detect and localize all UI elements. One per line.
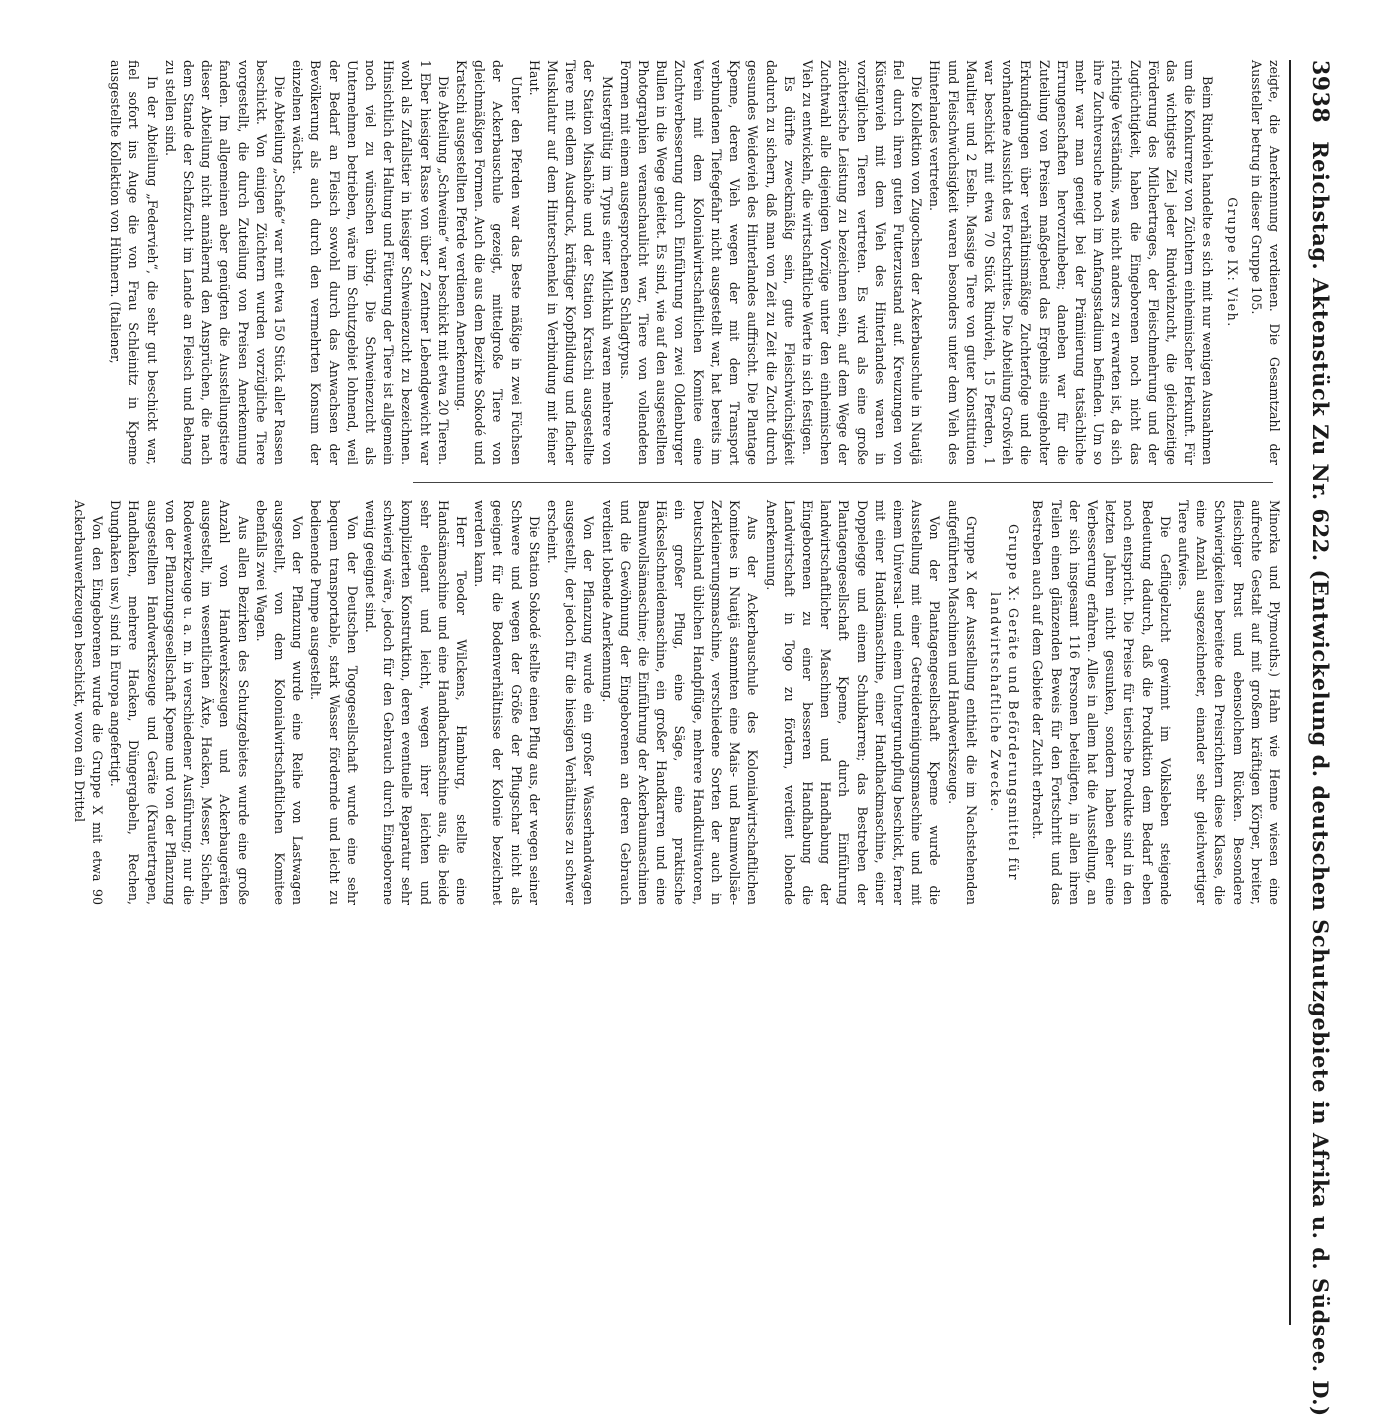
paragraph: Mustergültig im Typus einer Milchkuh waren mehrere von der Station Misahöhe und der Station Kratschi ausgestellte Tiere mit edlem Ausdruck, kräftiger Kopfbildung und flacher Muskulatur auf dem Hinterschenkel in Verbindung mit feiner Haut. <box>526 60 615 465</box>
page-header <box>1293 60 1333 1417</box>
header-rule <box>1289 60 1291 1325</box>
paragraph: Von den Eingeborenen wurde die Gruppe X mit etwa 90 Ackerbauwerkzeugen beschickt, wovon ein Drittel <box>71 500 105 905</box>
paragraph: Von der Deutschen Togogesellschaft wurde eine sehr bequem transportable, stark Wasser fördernde und leicht zu bedienende Pumpe ausgestellt. <box>308 500 360 905</box>
paragraph: Aus allen Bezirken des Schutzgebietes wurde eine große Anzahl von Handwerkszeugen und Ackerbaugeräten ausgestellt, im wesentlichen Äxte, Hacken, Messer, Sicheln, Rodewerkzeuge u. a. m. in verschiedener Ausführung; nur die von der Pflanzungsgesellschaft Kpeme und von der Pflanzung ausgestellten Handwerkszeuge und Geräte (Krautertrapen, Handhaken, mehrere Hacken, Düngergabeln, Rechen, Dunghaken usw.) sind in Europa angefertigt. <box>108 500 251 905</box>
paragraph: Die Station Sokodé stellte einen Pflug aus, der wegen seiner Schwere und wegen der Größe der Pflugschar nicht als geeignet für die Bodenverhältnisse der Kolonie bezeichnet werden kann. <box>472 500 542 905</box>
section-heading-gruppe-ix: Gruppe IX: Vieh. <box>1224 197 1240 328</box>
right-column <box>71 500 1283 905</box>
paragraph: Die Abteilung „Schweine“ war beschickt mit etwa 20 Tieren. 1 Eber hiesiger Rasse von über 2 Zentner Lebendgewicht war wohl als Zufallstier in hiesiger Schweinezucht zu bezeichnen. Hinsichtlich der Haltung und Fütterung der Tiere ist allgemein noch viel zu wünschen übrig. Die Schweinezucht als Unternehmen betrieben, wäre im Schutzgebiet lohnend, weil der Bedarf an Fleisch sowohl durch das Anwachsen der Bevölkerung als auch durch den vermehrten Konsum der einzelnen wächst. <box>290 60 451 465</box>
section-heading-gruppe-x: Gruppe X: Geräte und Beförderungsmittel für landwirtschaftliche Zwecke. <box>987 524 1022 881</box>
paragraph: Die Kollektion von Zugochsen der Ackerbauschule in Nuatjä fiel durch ihren guten Futterzustand auf. Kreuzungen von Küstenvieh mit dem Vieh des Hinterlandes waren in vorzüglichen Tieren vertreten. Es wird als eine große züchterische Leistung zu bezeichnen sein, auf dem Wege der Zuchtwahl alle diejenigen Vorzüge unter den einheimischen Vieh zu entwickeln, die wirtschaftliche Werte in sich festigen. <box>799 60 925 465</box>
paragraph: zeigte, die Anerkennung verdienen. Die Gesamtzahl der Aussteller betrug in dieser Gruppe 105. <box>1248 60 1282 465</box>
paragraph: Von der Pflanzung wurde eine Reihe von Lastwagen ausgestellt, von dem Kolonialwirtschaftlichen Komitee ebenfalls zwei Wagen. <box>253 500 306 905</box>
paragraph: Unter den Pferden war das Beste mäßige in zwei Füchsen der Ackerbauschule gezeigt, mittelgroße Tiere von gleichmäßigen Formen. Auch die aus dem Bezirke Sokodé und Kratschi ausgestellten Pferde verdienen Anerkennung. <box>454 60 524 465</box>
left-column <box>108 60 1283 465</box>
paragraph: Aus der Ackerbauschule des Kolonialwirtschaftlichen Komitees in Nuatjä stammten eine Mais- und Baumwollsäe-Zerkleinerungsmaschine, verschiedene Sorten der auch in Deutschland üblichen Handpflüge, mehrere Handkultivatoren, ein großer Pflug, eine Säge, eine praktische Häckselschneidemaschine, ein großer Handkarren und eine Baumwollsämaschine; die Einführung der Ackerbaumaschinen und die Gewöhnung der Eingeborenen an deren Gebrauch verdient lobende Anerkennung. <box>599 500 761 905</box>
page-title: Reichstag. Aktenstück Zu Nr. 622. (Entwickelung d. deutschen Schutzgebiete in Afrika u. d. Südsee. D.) <box>1308 141 1333 1417</box>
paragraph: Die Abteilung „Schafe“ war mit etwa 150 Stück aller Rassen beschickt. Von einigen Züchtern wurden vorzügliche Tiere vorgestellt, die durch Zuteilung von Preisen Anerkennung fanden. Im allgemeinen aber genügten die Ausstellungstiere dieser Abteilung nicht annähernd den Ansprüchen, die nach dem Stande der Schafzucht im Lande an Fleisch und Behang zu stellen sind. <box>162 60 288 465</box>
paragraph: Von der Plantagengesellschaft Kpeme wurde die Ausstellung mit einer Getreidereinigungsmaschine und mit einem Universal- und einem Untergrundpflug beschickt, ferner mit einer Handsämaschine, einer Handhackmaschine, einer Doppelegge und einem Schubkarren; das Bestreben der Plantagengesellschaft Kpeme, durch Einführung landwirtschaftlicher Maschinen und Handhabung der Eingeborenen zu einer besseren Handhabung die Landwirtschaft in Togo zu fördern, verdient lobende Anerkennung. <box>763 500 943 905</box>
paragraph: Herr Teodor Wilckens, Hamburg, stellte eine Handsämaschine und eine Handhackmaschine aus, die beide sehr elegant und leicht, wegen ihrer leichten und komplizierten Konstruktion, deren eventuelle Reparatur sehr schwierig wäre, jedoch für den Gebrauch durch Eingeborene wenig geeignet sind. <box>363 500 470 905</box>
paragraph: Von der Pflanzung wurde ein großer Wasserhandwagen ausgestellt, der jedoch für die hiesigen Verhältnisse zu schwer erscheint. <box>545 500 597 905</box>
paragraph: Gruppe X der Ausstellung enthielt die im Nachstehenden aufgeführten Maschinen und Handwerkszeuge. <box>945 500 979 905</box>
paragraph: In der Abteilung „Federvieh“, die sehr gut beschickt war, fiel sofort ins Auge die von Frau Schleinitz in Kpeme ausgestellte Kollektion von Hühnern. (Italiener, <box>108 60 160 465</box>
paragraph: Es dürfte zweckmäßig sein, gute Fleischwüchsigkeit dadurch zu sichern, daß man von Zeit zu Zeit die Zucht durch gesundes Weidevieh des Hinterlandes auffrischt. Die Plantage Kpeme, deren Vieh wegen der mit dem Transport verbundenen Tiefegefahr nicht ausgestellt war, hat bereits im Verein mit dem Kolonialwirtschaftlichen Komitee eine Zuchtverbesserung durch Einführung von zwei Oldenburger Bullen in die Wege geleitet. Es sind, wie auf den ausgestellten Photographien veranschaulicht war, Tiere von vollendeten Formen mit einem ausgesprochenen Schlagtypus. <box>617 60 797 465</box>
page-number: 3938 <box>1307 60 1333 124</box>
column-divider <box>413 482 1273 483</box>
paragraph: Die Geflügelzucht gewinnt im Volksleben steigende Bedeutung dadurch, daß die Produktion dem Bedarf eben noch entspricht. Die Preise für tierische Produkte sind in den letzten Jahren nicht gesunken, sondern haben eher eine Verbesserung erfahren. Alles in allem hat die Ausstellung, an der sich insgesamt 116 Personen beteiligten, in allen ihren Teilen einen glänzenden Beweis für den Fortschritt und das Bestreben auch auf dem Gebiete der Zucht erbracht. <box>1030 500 1173 905</box>
paragraph: Minorka und Plymouths.) Hahn wie Henne wiesen eine aufrechte Gestalt auf mit großem kräftigen Körper, breiter, fleischiger Brust und ebensolchem Rücken. Besondere Schwierigkeiten bereitete den Preisrichtern diese Klasse, die eine Anzahl ausgezeichneter, einander sehr gleichwertiger Tiere aufwies. <box>1175 500 1282 905</box>
paragraph: Beim Rindvieh handelte es sich mit nur wenigen Ausnahmen um die Konkurrenz von Züchtern einheimischer Herkunft. Für das wichtigste Ziel jeder Rindviehzucht, die gleichzeitige Förderung des Milchertrages, der Fleischmehrung und der Zugtüchtigkeit, haben die Eingeborenen noch nicht das richtige Verständnis, was nicht anders zu erwarten ist, da sich ihre Zuchtversuche noch im Anfangsstadium befinden. Um so mehr war man geneigt bei der Prämiierung tatsächliche Errungenschaften hervorzuheben; daneben war für die Zuteilung von Preisen maßgebend das Ergebnis eingeholter Erkundigungen über verhältnismäßige Zuchterfolge und die vorhandene Aussicht des Fortschrittes. Die Abteilung Großvieh war beschickt mit etwa 70 Stück Rindvieh, 15 Pferden, 1 Maultier und 2 Eseln. Massige Tiere von guter Konstitution und Fleischwüchsigkeit waren besonders unter dem Vieh des Hinterlandes vertreten. <box>927 60 1216 465</box>
